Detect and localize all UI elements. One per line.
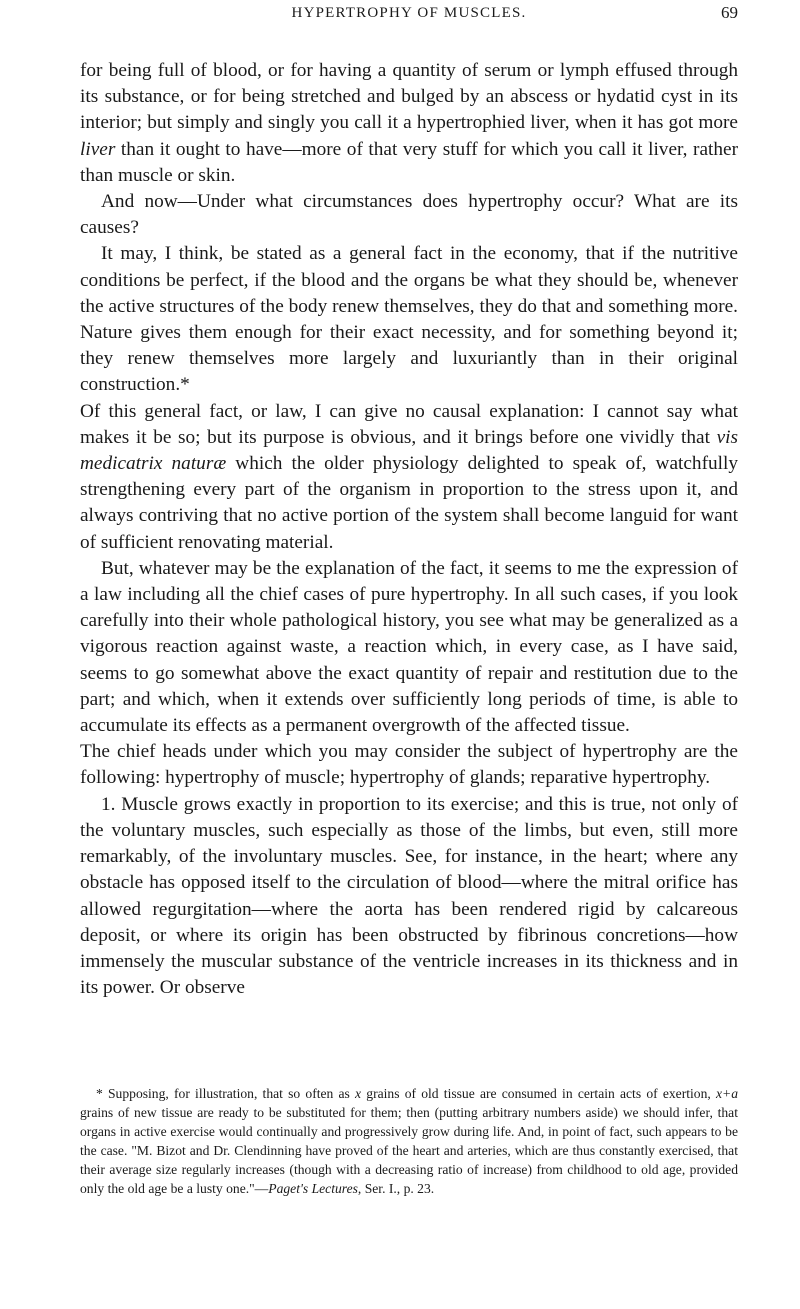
running-header: [80, 2, 738, 24]
paragraph-text: Of this general fact, or law, I can give no causal explanation: I cannot say what makes it be so; but its purpose is obvious, and it brings before one vividly that: [80, 400, 738, 448]
body-text: [80, 58, 738, 1001]
footnote-citation: , Ser. I., p. 23.: [357, 1181, 435, 1196]
paragraph-law: [80, 399, 738, 556]
footnote-part: grains of new tissue are ready to be substituted for them; then (putting arbitrary numbers aside) we should infer, that organs in active exercise would continually and progressively grow during life. And, in point of fact, such appears to be the case. "M. Bizot and Dr. Clendinning have proved of the heart and arteries, which are thus constantly exercised, that their average size regularly increases (though with a decreasing ratio of increase) from childhood to old age, provided only the old age be a lusty one."—: [80, 1105, 738, 1196]
footnote-source: Paget's Lectures: [268, 1181, 358, 1196]
footnote-text: [80, 1084, 738, 1198]
footnote-part: * Supposing, for illustration, that so often as: [96, 1086, 356, 1101]
running-title: HYPERTROPHY OF MUSCLES.: [291, 5, 527, 21]
page-number: 69: [721, 3, 738, 22]
italic-term: vis medicatrix naturæ: [80, 426, 738, 475]
footnote-part: grains of old tissue are consumed in certain acts of exertion,: [361, 1086, 716, 1101]
footnote-variable: x: [355, 1086, 362, 1101]
paragraph-text: for being full of blood, or for having a quantity of serum or lymph effused through its substance, or for being stretched and bulged by an abscess or hydatid cyst in its interior; but simply and singly you call it a hypertrophied liver, when it has got more: [80, 60, 738, 134]
paragraph-chief-heads: The chief heads under which you may consider the subject of hypertrophy are the following: hypertrophy of muscle; hypertrophy of glands; reparative hypertrophy.: [80, 741, 738, 789]
paragraph-general-fact: It may, I think, be stated as a general fact in the economy, that if the nutritive conditions be perfect, if the blood and the organs be what they should be, whenever the active structures of the body renew themselves, they do that and something more. Nature gives them enough for their exact necessity, and for something beyond it; they renew themselves more largely and luxuriantly than in their original construction.*: [80, 243, 738, 396]
footnote: [80, 1084, 738, 1198]
footnote-formula: x+a: [715, 1086, 738, 1101]
paragraph-explanation: But, whatever may be the explanation of the fact, it seems to me the expression of a law including all the chief cases of pure hypertrophy. In all such cases, if you look carefully into their whole pathological history, you see what may be generalized as a vigorous reaction against waste, a reaction which, in every case, as I have said, seems to go somewhat above the exact quantity of repair and restitution due to the part; and which, when it extends over sufficiently long periods of time, is able to accumulate its effects as a permanent overgrowth of the affected tissue.: [80, 557, 738, 737]
paragraph-text: than it ought to have—more of that very stuff for which you call it liver, rather than muscle or skin.: [80, 138, 738, 186]
paragraph-question: And now—Under what circumstances does hypertrophy occur? What are its causes?: [80, 191, 738, 239]
paragraph-muscle: 1. Muscle grows exactly in proportion to its exercise; and this is true, not only of the voluntary muscles, such especially as those of the limbs, but even, still more remarkably, of the involuntary muscles. See, for instance, in the heart; where any obstacle has opposed itself to the circulation of blood—where the mitral orifice has allowed regurgitation—where the aorta has been rendered rigid by calcareous deposit, or where its origin has been obstructed by fibrinous concretions—how immensely the muscular substance of the ventricle increases in its thickness and in its power. Or observe: [80, 793, 738, 999]
italic-term: liver: [80, 138, 116, 160]
paragraph-text: which the older physiology delighted to speak of, watchfully strengthening every part of the organism in proportion to the stress upon it, and always contriving that no active portion of the system shall become languid for want of sufficient renovating material.: [80, 453, 738, 553]
paragraph-liver: [80, 58, 738, 189]
